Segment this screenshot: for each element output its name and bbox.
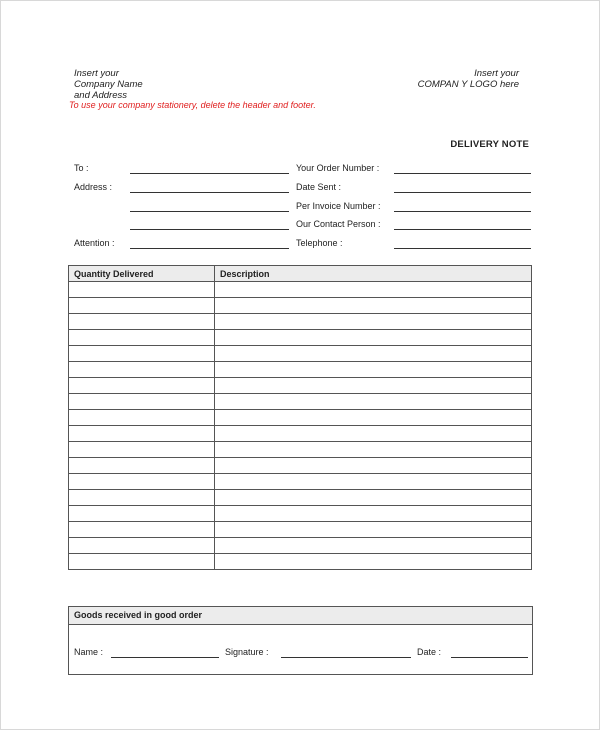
address-input-line-1[interactable] [130,192,289,193]
items-table [68,265,532,570]
company-address-placeholder: Insert your Company Name and Address [74,68,143,101]
quantity-cell[interactable] [69,410,215,426]
quantity-cell[interactable] [69,554,215,570]
date-sent-label: Date Sent : [296,182,342,192]
quantity-cell[interactable] [69,426,215,442]
table-row [69,378,532,394]
receiver-signature-input-line[interactable] [281,657,411,658]
quantity-cell[interactable] [69,522,215,538]
receiver-name-label: Name : [74,647,104,657]
table-row [69,362,532,378]
to-input-line[interactable] [130,173,289,174]
description-cell[interactable] [215,378,532,394]
attention-label: Attention : [74,238,115,248]
table-row [69,410,532,426]
receiver-date-label: Date : [417,647,442,657]
table-row [69,298,532,314]
table-row [69,346,532,362]
table-row [69,314,532,330]
order-number-label: Your Order Number : [296,163,380,173]
description-cell[interactable] [215,410,532,426]
quantity-cell[interactable] [69,442,215,458]
quantity-cell[interactable] [69,330,215,346]
document-title: DELIVERY NOTE [450,139,529,150]
quantity-cell[interactable] [69,378,215,394]
company-logo-placeholder: Insert your COMPAN Y LOGO here [417,68,519,90]
address-input-line-2[interactable] [130,211,289,212]
date-sent-input-line[interactable] [394,192,531,193]
quantity-cell[interactable] [69,346,215,362]
quantity-cell[interactable] [69,362,215,378]
items-table-header [69,266,532,282]
quantity-cell[interactable] [69,506,215,522]
description-cell[interactable] [215,442,532,458]
description-cell[interactable] [215,506,532,522]
to-label: To : [74,163,89,173]
quantity-cell[interactable] [69,314,215,330]
attention-input-line[interactable] [130,248,289,249]
goods-received-section [68,606,533,675]
receiver-date-input-line[interactable] [451,657,528,658]
receiver-name-input-line[interactable] [111,657,219,658]
quantity-cell[interactable] [69,458,215,474]
description-cell[interactable] [215,538,532,554]
description-cell[interactable] [215,426,532,442]
quantity-cell[interactable] [69,490,215,506]
items-table-body [69,282,532,570]
description-cell[interactable] [215,362,532,378]
quantity-cell[interactable] [69,282,215,298]
contact-person-input-line[interactable] [394,229,531,230]
table-row [69,538,532,554]
contact-person-label: Our Contact Person : [296,219,381,229]
telephone-label: Telephone : [296,238,343,248]
description-cell[interactable] [215,554,532,570]
description-cell[interactable] [215,282,532,298]
table-row [69,426,532,442]
quantity-cell[interactable] [69,474,215,490]
receiver-signature-label: Signature : [225,647,269,657]
description-cell[interactable] [215,298,532,314]
description-cell[interactable] [215,522,532,538]
table-row [69,394,532,410]
table-row [69,554,532,570]
table-row [69,506,532,522]
table-row [69,474,532,490]
order-number-input-line[interactable] [394,173,531,174]
description-cell[interactable] [215,314,532,330]
description-cell[interactable] [215,474,532,490]
description-cell[interactable] [215,458,532,474]
table-row [69,458,532,474]
stationery-instruction: To use your company stationery, delete the header and footer. [69,100,316,110]
invoice-number-label: Per Invoice Number : [296,201,381,211]
table-row [69,490,532,506]
table-row [69,442,532,458]
address-label: Address : [74,182,113,192]
telephone-input-line[interactable] [394,248,531,249]
table-row [69,522,532,538]
table-row [69,330,532,346]
invoice-number-input-line[interactable] [394,211,531,212]
description-cell[interactable] [215,490,532,506]
goods-received-heading: Goods received in good order [69,607,532,625]
column-header-quantity: Quantity Delivered [69,266,215,282]
description-cell[interactable] [215,394,532,410]
description-cell[interactable] [215,330,532,346]
column-header-description: Description [215,266,532,282]
address-input-line-3[interactable] [130,229,289,230]
quantity-cell[interactable] [69,538,215,554]
description-cell[interactable] [215,346,532,362]
quantity-cell[interactable] [69,298,215,314]
quantity-cell[interactable] [69,394,215,410]
table-row [69,282,532,298]
